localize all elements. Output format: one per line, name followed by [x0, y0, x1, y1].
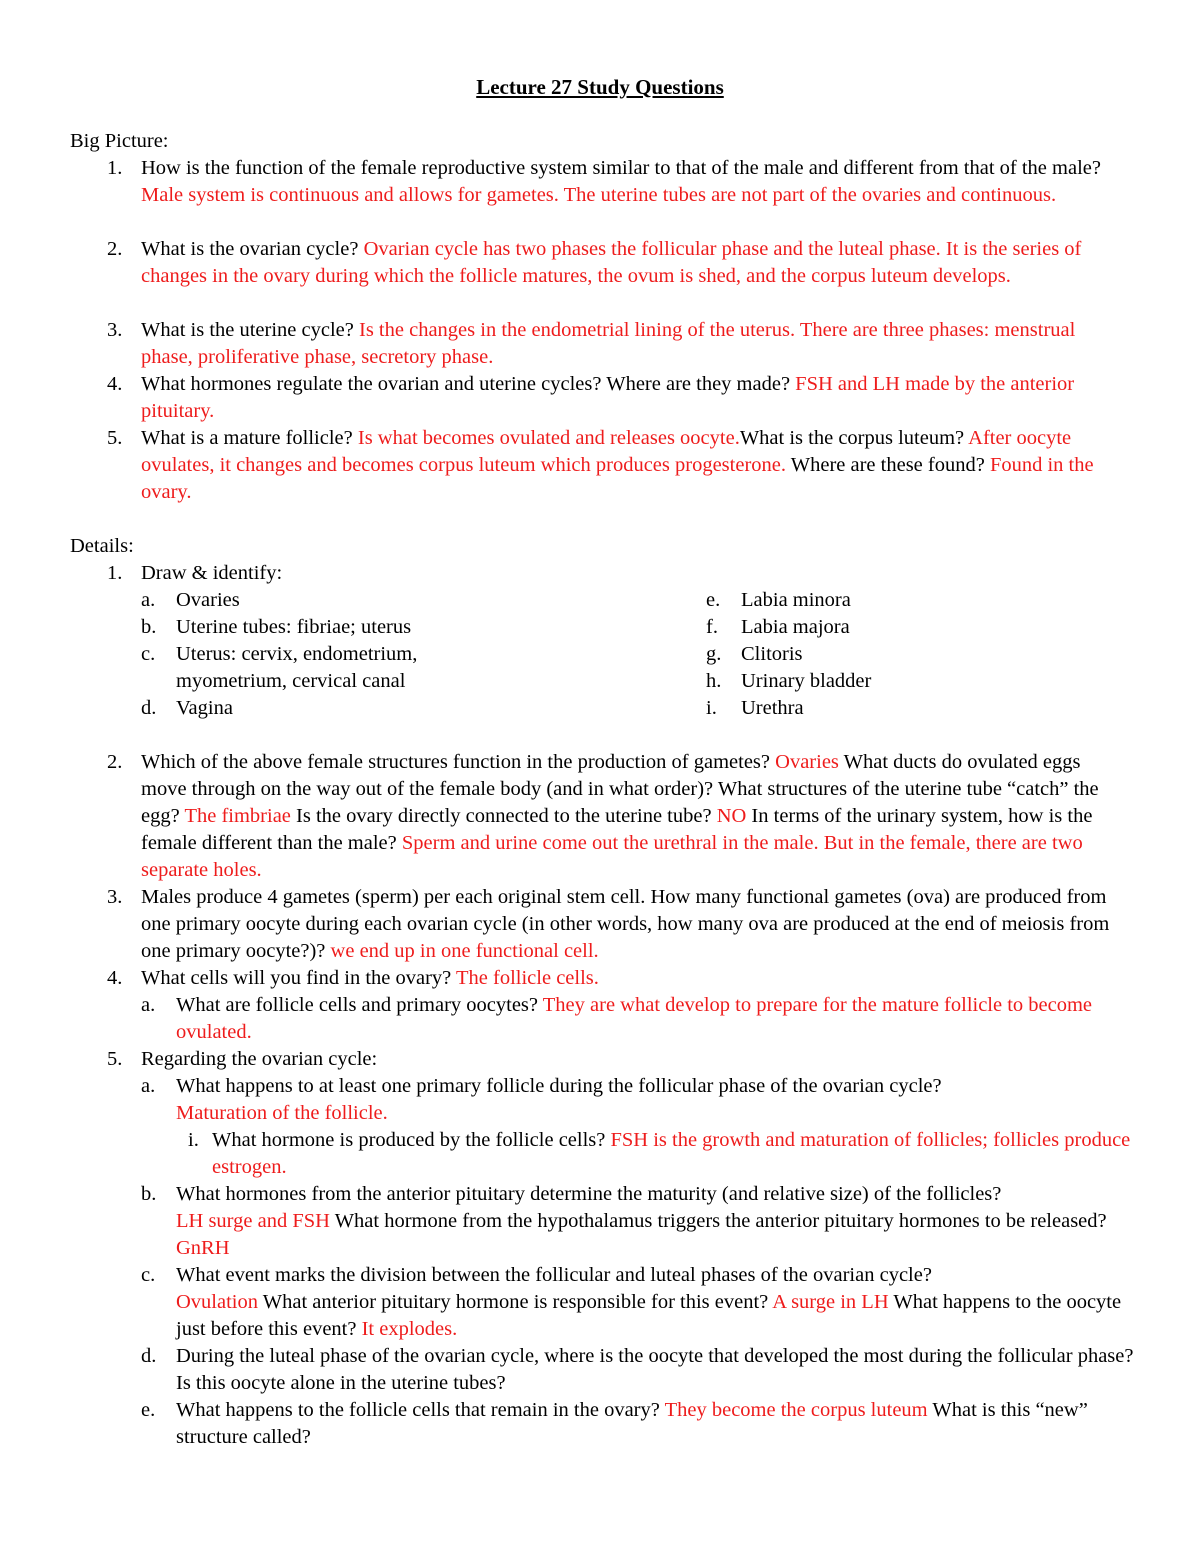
- section-label-big-picture: Big Picture:: [70, 130, 169, 152]
- answer-text: FSH is the growth and maturation of follicles; follicles produce estrogen.: [212, 1129, 1131, 1178]
- answer-text: It explodes.: [356, 1318, 458, 1340]
- item-number: 3.: [107, 319, 123, 341]
- list-letter: a.: [141, 589, 156, 611]
- answer-text: Ovaries: [770, 751, 839, 773]
- detail-3: [141, 884, 1131, 965]
- detail-5-text: Regarding the ovarian cycle:: [141, 1048, 378, 1070]
- question-text: Males produce 4 gametes (sperm) per each original stem cell. How many functional gametes (ova) are produced from one primary oocyte during each ovarian cycle (in other words, how many ova are produced at the end of meiosis from one primary oocyte?)?: [141, 886, 1110, 962]
- section-label-details: Details:: [70, 535, 134, 557]
- answer-text: They become the corpus luteum: [659, 1399, 928, 1421]
- question-text: What is the ovarian cycle?: [141, 238, 359, 260]
- question-5: [141, 425, 1131, 506]
- list-letter: i.: [188, 1129, 199, 1151]
- question-text: What are follicle cells and primary oocytes?: [176, 994, 539, 1016]
- item-number: 2.: [107, 751, 123, 773]
- detail-1-text: Draw & identify:: [141, 562, 283, 584]
- list-letter: d.: [141, 1345, 157, 1367]
- answer-text: we end up in one functional cell.: [325, 940, 599, 962]
- question-text: What is the corpus luteum?: [739, 427, 965, 449]
- answer-text: LH surge and FSH: [176, 1210, 330, 1232]
- list-letter: f.: [706, 616, 718, 638]
- detail-4a: [176, 992, 1136, 1046]
- question-text: What happens to the oocyte just before this event?: [176, 1291, 1122, 1340]
- question-2: [141, 236, 1131, 290]
- answer-text: GnRH: [176, 1237, 230, 1259]
- question-text: Which of the above female structures function in the production of gametes?: [141, 751, 771, 773]
- question-text: Where are these found?: [786, 454, 985, 476]
- question-text: What hormone from the hypothalamus triggers the anterior pituitary hormones to be released?: [329, 1210, 1107, 1232]
- detail-5a-i: [212, 1127, 1132, 1181]
- list-letter: e.: [141, 1399, 156, 1421]
- question-4: [141, 371, 1131, 425]
- list-item: Vagina: [176, 697, 233, 719]
- list-letter: c.: [141, 1264, 156, 1286]
- item-number: 3.: [107, 886, 123, 908]
- list-item: Uterine tubes: fibriae; uterus: [176, 616, 412, 638]
- question-text: What hormone is produced by the follicle cells?: [212, 1129, 606, 1151]
- list-item: Ovaries: [176, 589, 240, 611]
- list-item: Labia majora: [741, 616, 850, 638]
- answer-text: The follicle cells.: [451, 967, 599, 989]
- answer-text: A surge in LH: [768, 1291, 889, 1313]
- list-letter: e.: [706, 589, 721, 611]
- question-text: What hormones regulate the ovarian and uterine cycles? Where are they made?: [141, 373, 791, 395]
- list-letter: h.: [706, 670, 722, 692]
- list-item: Urethra: [741, 697, 804, 719]
- question-text: What is this “new” structure called?: [176, 1399, 1088, 1448]
- item-number: 2.: [107, 238, 123, 260]
- answer-text: After oocyte ovulates, it changes and becomes corpus luteum which produces progesterone.: [141, 427, 1072, 476]
- answer-text: Sperm and urine come out the urethral in the male. But in the female, there are two separate holes.: [141, 832, 1083, 881]
- question-text: What happens to the follicle cells that remain in the ovary?: [176, 1399, 660, 1421]
- list-letter: a.: [141, 994, 156, 1016]
- question-text: In terms of the urinary system, how is the female different than the male?: [141, 805, 1093, 854]
- detail-5c: [176, 1262, 1136, 1343]
- question-text: What happens to at least one primary follicle during the follicular phase of the ovarian cycle?: [176, 1075, 942, 1097]
- list-item-continuation: myometrium, cervical canal: [176, 670, 406, 692]
- question-text: What is a mature follicle?: [141, 427, 353, 449]
- list-letter: i.: [706, 697, 717, 719]
- item-number: 5.: [107, 1048, 123, 1070]
- item-number: 1.: [107, 157, 123, 179]
- item-number: 4.: [107, 373, 123, 395]
- question-text: What event marks the division between the follicular and luteal phases of the ovarian cycle?: [176, 1264, 932, 1286]
- detail-5a: [176, 1073, 1136, 1127]
- answer-text: Is what becomes ovulated and releases oocyte.: [352, 427, 740, 449]
- page-title: Lecture 27 Study Questions: [476, 75, 724, 99]
- list-letter: b.: [141, 1183, 157, 1205]
- question-text: What cells will you find in the ovary?: [141, 967, 452, 989]
- list-letter: d.: [141, 697, 157, 719]
- answer-text: Ovulation: [176, 1291, 258, 1313]
- answer-text: NO: [711, 805, 747, 827]
- list-letter: c.: [141, 643, 156, 665]
- list-item: Clitoris: [741, 643, 803, 665]
- detail-5b: [176, 1181, 1136, 1262]
- answer-text: The fimbriae: [179, 805, 291, 827]
- answer-text: They are what develop to prepare for the mature follicle to become ovulated.: [176, 994, 1093, 1043]
- answer-text: Male system is continuous and allows for gametes. The uterine tubes are not part of the ovaries and continuous.: [141, 184, 1057, 206]
- item-number: 1.: [107, 562, 123, 584]
- detail-2: [141, 749, 1131, 884]
- list-letter: b.: [141, 616, 157, 638]
- answer-text: FSH and LH made by the anterior pituitary.: [141, 373, 1075, 422]
- question-1: [141, 155, 1131, 209]
- detail-5e: [176, 1397, 1136, 1451]
- list-item: Urinary bladder: [741, 670, 872, 692]
- item-number: 4.: [107, 967, 123, 989]
- question-text: What anterior pituitary hormone is responsible for this event?: [258, 1291, 769, 1313]
- detail-4: [141, 965, 1131, 992]
- question-text: What is the uterine cycle?: [141, 319, 354, 341]
- question-text: What ducts do ovulated eggs move through on the way out of the female body (and in what order)? What structures of the uterine tube “catch” the egg?: [141, 751, 1099, 827]
- list-letter: a.: [141, 1075, 156, 1097]
- question-text: Is the ovary directly connected to the uterine tube?: [290, 805, 712, 827]
- list-item: Uterus: cervix, endometrium,: [176, 643, 418, 665]
- answer-text: Ovarian cycle has two phases the follicular phase and the luteal phase. It is the series of changes in the ovary during which the follicle matures, the ovum is shed, and the corpus luteum develops.: [141, 238, 1082, 287]
- list-item: Labia minora: [741, 589, 851, 611]
- question-3: [141, 317, 1131, 371]
- answer-text: Found in the ovary.: [141, 454, 1094, 503]
- list-letter: g.: [706, 643, 722, 665]
- question-text: How is the function of the female reproductive system similar to that of the male and different from that of the male?: [141, 157, 1101, 179]
- item-number: 5.: [107, 427, 123, 449]
- answer-text: Is the changes in the endometrial lining of the uterus. There are three phases: menstrual phase, proliferative phase, secretory phase.: [141, 319, 1076, 368]
- answer-text: Maturation of the follicle.: [176, 1102, 388, 1124]
- question-text: What hormones from the anterior pituitary determine the maturity (and relative size) of the follicles?: [176, 1183, 1002, 1205]
- detail-5d: During the luteal phase of the ovarian cycle, where is the oocyte that developed the most during the follicular phase? Is this oocyte alone in the uterine tubes?: [176, 1345, 1134, 1394]
